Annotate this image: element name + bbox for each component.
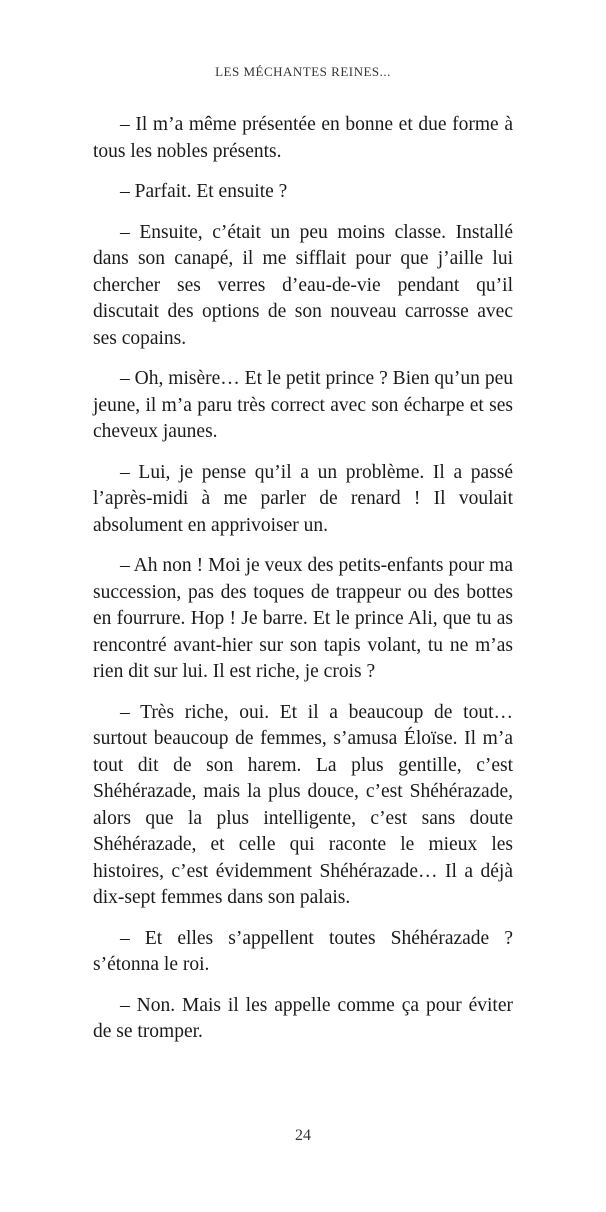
paragraph: – Non. Mais il les appelle comme ça pour éviter de se tromper.	[93, 994, 513, 1042]
paragraph: – Très riche, oui. Et il a beaucoup de tout… surtout beaucoup de femmes, s’amusa Éloïse. Il m’a tout dit de son harem. La plus gentille, c’est Shéhérazade, mais la plus douce, c’est Shéhérazade, alors que la plus intelligente, c’est sans doute Shéhérazade, et celle qui raconte le mieux les histoires, c’est évidemment Shéhérazade… Il a déjà dix-sept femmes dans son palais.	[93, 701, 513, 908]
paragraph: – Il m’a même présentée en bonne et due forme à tous les nobles présents.	[93, 114, 513, 162]
running-header: LES MÉCHANTES REINES...	[215, 64, 391, 79]
paragraph: – Ah non ! Moi je veux des petits-enfants pour ma succession, pas des toques de trappeur ou des bottes en fourrure. Hop ! Je barre. Et le prince Ali, que tu as rencontré avant-hier sur son tapis volant, tu ne m’as rien dit sur lui. Il est riche, je crois ?	[93, 555, 513, 682]
paragraph: – Ensuite, c’était un peu moins classe. Installé dans son canapé, il me sifflait pour que j’aille lui chercher ses verres d’eau-de-vie pendant qu’il discutait des options de son nouveau carrosse avec ses copains.	[93, 221, 513, 349]
paragraph: – Oh, misère… Et le petit prince ? Bien qu’un peu jeune, il m’a paru très correct avec son écharpe et ses cheveux jaunes.	[93, 368, 513, 442]
page-body	[93, 112, 513, 1060]
page-number: 24	[295, 1127, 311, 1144]
paragraph: – Lui, je pense qu’il a un problème. Il a passé l’après-midi à me parler de renard ! Il voulait absolument en apprivoiser un.	[93, 461, 513, 536]
paragraph: – Parfait. Et ensuite ?	[120, 181, 288, 202]
paragraph: – Et elles s’appellent toutes Shéhérazade ? s’étonna le roi.	[93, 927, 513, 975]
